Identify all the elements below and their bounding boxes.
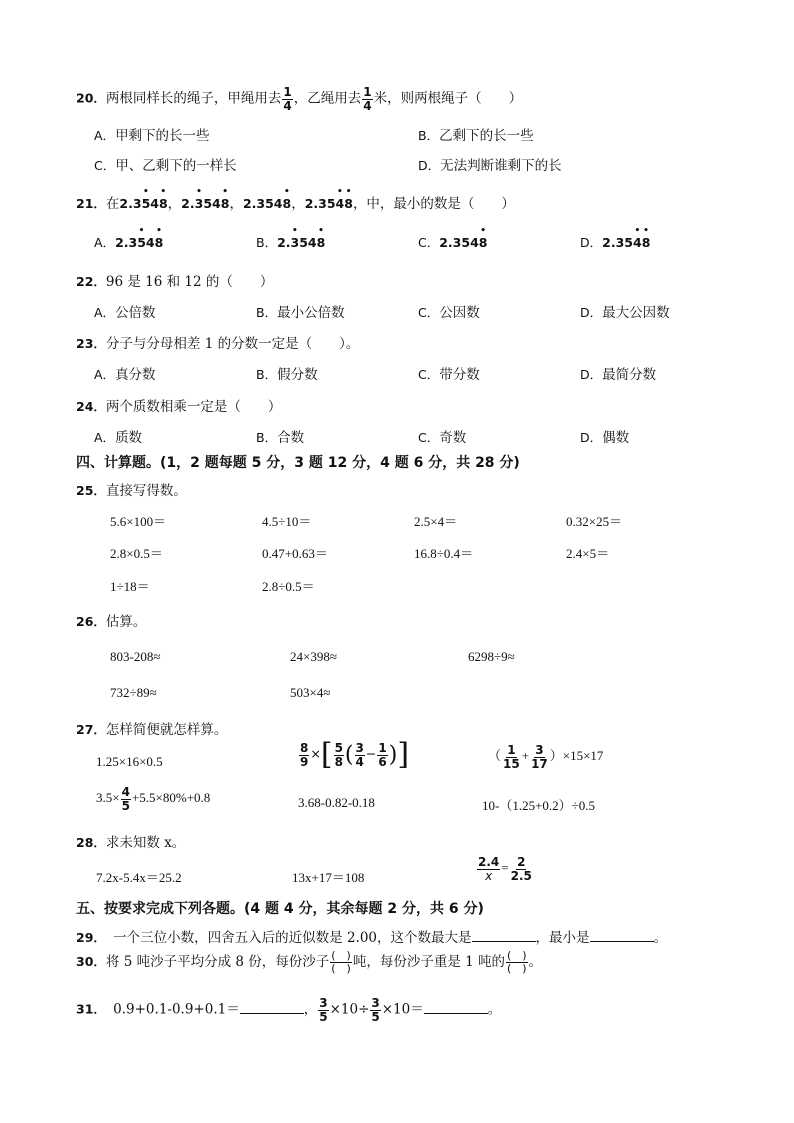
- option-b[interactable]: B．乙剩下的长一些: [418, 128, 534, 144]
- question-number: 30．: [76, 954, 106, 969]
- option-b[interactable]: B．最小公倍数: [256, 305, 345, 321]
- question-text: 求未知数 x。: [105, 835, 186, 851]
- option-c[interactable]: C．公因数: [418, 305, 480, 321]
- calc-item: 2.5×4＝: [414, 514, 458, 529]
- fraction: $\frac{1}{4}$: [283, 85, 292, 113]
- question-28: [76, 831, 185, 851]
- calc-item: 0.32×25＝: [566, 514, 623, 529]
- equation: 13x+17＝108: [292, 870, 365, 885]
- question-number: 25．: [76, 483, 106, 498]
- option-d[interactable]: D．偶数: [580, 430, 630, 446]
- fraction: $\frac{1}{4}$: [363, 85, 372, 113]
- question-number: 24．: [76, 399, 106, 414]
- question-31: 31． 0.9+0.1-0.9+0.1＝ ， $\frac{3}{5}$ ×10÷ $\frac{3}{5}$ ×10＝ 。: [76, 996, 502, 1024]
- question-number: 26．: [76, 614, 106, 629]
- option-c[interactable]: C．甲、乙剩下的一样长: [94, 158, 237, 174]
- question-text: 估算。: [105, 614, 147, 630]
- option-a[interactable]: A．真分数: [94, 367, 156, 383]
- calc-item: 16.8÷0.4＝: [414, 546, 474, 561]
- calc-expression: 1.25×16×0.5: [96, 754, 163, 769]
- question-26: [76, 610, 146, 630]
- calc-expression: 10-（1.25+0.2）÷0.5: [482, 798, 596, 813]
- question-number: 27．: [76, 722, 106, 737]
- estimate-item: 24×398≈: [290, 649, 337, 664]
- question-text: 两根同样长的绳子，甲绳用去: [105, 90, 282, 107]
- question-27: [76, 718, 227, 738]
- question-24: [76, 395, 281, 415]
- question-number: 22．: [76, 274, 106, 289]
- option-a[interactable]: A．2.3• 54• 8: [94, 233, 163, 251]
- question-number: 21．: [76, 196, 106, 211]
- question-text: 96 是 16 和 12 的（ ）: [105, 274, 274, 290]
- question-number: 29．: [76, 930, 100, 945]
- answer-blank[interactable]: [240, 1001, 304, 1014]
- calc-item: 2.8÷0.5＝: [262, 579, 315, 594]
- question-20: 20．两根同样长的绳子，甲绳用去 $\frac{1}{4}$ ，乙绳用去 $\frac{1}{4}$ 米，则两根绳子（ ）: [76, 85, 523, 113]
- option-b[interactable]: B．合数: [256, 430, 305, 446]
- question-25: [76, 479, 187, 499]
- answer-blank[interactable]: [424, 1001, 488, 1014]
- option-c[interactable]: C．2.354• 8: [418, 233, 487, 251]
- calc-item: 4.5÷10＝: [262, 514, 312, 529]
- calc-expression: 3.5× $\frac{4}{5}$ +5.5×80%+0.8: [96, 785, 211, 813]
- repeating-decimal: 2.354• 8: [243, 196, 291, 211]
- question-30: 30．将 5 吨沙子平均分成 8 份，每份沙子 $\frac{( )}{( )}$ 吨，每份沙子重是 1 吨的 $\frac{( )}{( )}$ 。: [76, 949, 543, 975]
- option-b[interactable]: B．假分数: [256, 367, 318, 383]
- calc-item: 5.6×100＝: [110, 514, 167, 529]
- fraction-blank[interactable]: $\frac{( )}{( )}$: [331, 949, 351, 975]
- section-heading: 五、按要求完成下列各题。(4 题 4 分，其余每题 2 分，共 6 分): [76, 901, 484, 917]
- option-d[interactable]: D．2.35• 4• 8: [580, 233, 650, 251]
- option-a[interactable]: A．甲剩下的长一些: [94, 128, 210, 144]
- option-d[interactable]: D．最简分数: [580, 367, 657, 383]
- question-22: [76, 270, 273, 290]
- calc-item: 2.8×0.5＝: [110, 546, 163, 561]
- question-text: 两个质数相乘一定是（ ）: [105, 399, 282, 415]
- question-number: 23．: [76, 336, 106, 351]
- question-number: 31．: [76, 1001, 100, 1017]
- estimate-item: 503×4≈: [290, 685, 331, 700]
- estimate-item: 732÷89≈: [110, 685, 157, 700]
- repeating-decimal: 2.• 354• 8: [181, 196, 229, 211]
- repeating-decimal: 2.35• 4• 8: [305, 196, 353, 211]
- question-text: 分子与分母相差 1 的分数一定是（ ）。: [105, 336, 360, 352]
- question-text: 直接写得数。: [105, 483, 187, 499]
- calc-item: 1÷18＝: [110, 579, 150, 594]
- calc-item: 2.4×5＝: [566, 546, 610, 561]
- option-c[interactable]: C．带分数: [418, 367, 480, 383]
- option-d[interactable]: D．无法判断谁剩下的长: [418, 158, 562, 174]
- option-c[interactable]: C．奇数: [418, 430, 467, 446]
- question-text: 怎样简便就怎样算。: [105, 722, 228, 738]
- question-number: 20．: [76, 90, 106, 106]
- option-d[interactable]: D．最大公因数: [580, 305, 670, 321]
- estimate-item: 6298÷9≈: [468, 649, 515, 664]
- calc-expression: $\frac{8}{9}$ ×[ $\frac{5}{8}$ ( $\frac{3}{4}$ − $\frac{1}{6}$ )]: [300, 737, 410, 772]
- question-29: 29． 一个三位小数，四舍五入后的近似数是 2.00，这个数最大是 ，最小是 。: [76, 930, 668, 946]
- section-heading: 四、计算题。(1，2 题每题 5 分，3 题 12 分，4 题 6 分，共 28 分): [76, 455, 520, 471]
- option-a[interactable]: A．质数: [94, 430, 143, 446]
- calc-expression: （ $\frac{1}{15}$ + $\frac{3}{17}$ ）×15×17: [488, 743, 604, 771]
- equation: $\frac{2.4}{x}$ = $\frac{2}{2.5}$: [478, 855, 532, 883]
- calc-item: 0.47+0.63＝: [262, 546, 328, 561]
- fraction-blank[interactable]: $\frac{( )}{( )}$: [507, 949, 527, 975]
- option-b[interactable]: B．2.• 354• 8: [256, 233, 325, 251]
- question-number: 28．: [76, 835, 106, 850]
- option-a[interactable]: A．公倍数: [94, 305, 156, 321]
- calc-expression: 3.68-0.82-0.18: [298, 795, 375, 810]
- answer-blank[interactable]: [472, 929, 536, 942]
- question-23: [76, 332, 359, 352]
- equation: 7.2x-5.4x＝25.2: [96, 870, 182, 885]
- repeating-decimal: 2.3• 54• 8: [119, 196, 167, 211]
- estimate-item: 803-208≈: [110, 649, 161, 664]
- question-21: 21．在2.3• 54• 8，2.• 354• 8，2.354• 8，2.35• 4• 8，中，最小的数是（ ）: [76, 192, 515, 212]
- answer-blank[interactable]: [590, 929, 654, 942]
